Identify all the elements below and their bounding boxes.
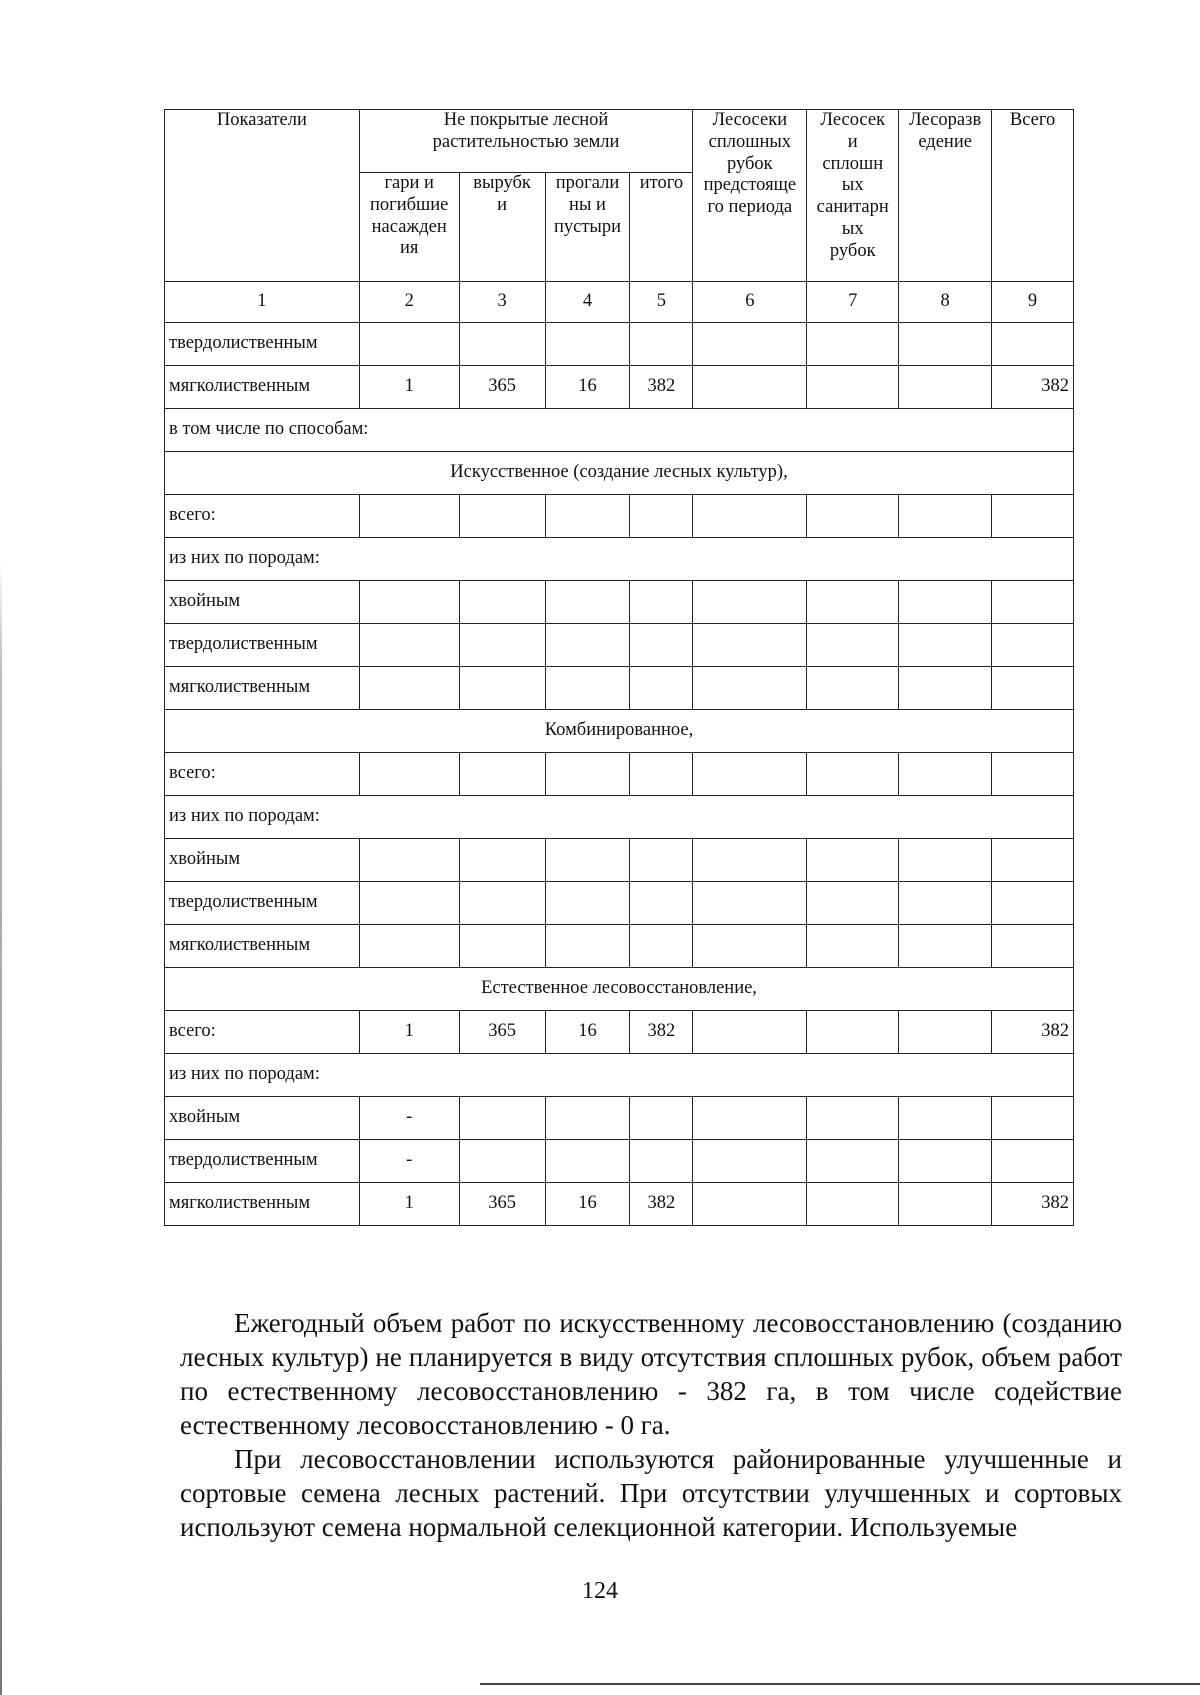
row-label: мягколиственным [165, 667, 360, 710]
table-body [165, 323, 1074, 1226]
table-cell [899, 624, 992, 667]
table-cell [807, 882, 899, 925]
row-label: всего: [165, 1011, 360, 1054]
table-cell: 365 [459, 1011, 545, 1054]
table-row [165, 1140, 1074, 1183]
table-cell [630, 925, 693, 968]
table-cell [630, 839, 693, 882]
table-cell [359, 839, 459, 882]
table-cell [807, 1011, 899, 1054]
row-label: мягколиственным [165, 1183, 360, 1226]
row-label: хвойным [165, 581, 360, 624]
section-subheading: из них по породам: [165, 796, 1074, 839]
row-label: хвойным [165, 839, 360, 882]
table-cell [630, 323, 693, 366]
table-cell [992, 581, 1074, 624]
section-heading: Комбинированное, [165, 710, 1074, 753]
table-row [165, 925, 1074, 968]
table-cell [459, 624, 545, 667]
table-cell [992, 323, 1074, 366]
table-cell [545, 495, 630, 538]
table-cell [630, 1140, 693, 1183]
header-plantation: Лесоразв едение [899, 110, 992, 282]
table-cell [459, 839, 545, 882]
table-cell: 382 [992, 366, 1074, 409]
table-cell [807, 667, 899, 710]
row-label: хвойным [165, 1097, 360, 1140]
section-subheading-row [165, 796, 1074, 839]
table-cell [807, 366, 899, 409]
header-glades: прогали ны и пустыри [545, 173, 630, 282]
table-cell [807, 1183, 899, 1226]
header-not-covered-group: Не покрытые лесной растительностью земли [359, 110, 693, 173]
column-number: 4 [545, 282, 630, 323]
scan-left-edge [0, 560, 2, 1695]
table-cell [992, 753, 1074, 796]
section-heading: Естественное лесовосстановление, [165, 968, 1074, 1011]
section-heading-row [165, 452, 1074, 495]
table-cell [459, 925, 545, 968]
header-row-1 [165, 110, 1074, 173]
section-subheading: из них по породам: [165, 538, 1074, 581]
table-cell [359, 581, 459, 624]
row-label: твердолиственным [165, 1140, 360, 1183]
table-cell [630, 667, 693, 710]
page-number: 124 [582, 1578, 618, 1604]
table-row [165, 1183, 1074, 1226]
table-cell [899, 1097, 992, 1140]
table-cell [899, 882, 992, 925]
table-cell [992, 1140, 1074, 1183]
header-indicators: Показатели [165, 110, 360, 282]
header-cutting-areas-upcoming: Лесосеки сплошных рубок предстояще го периода [693, 110, 807, 282]
column-number: 8 [899, 282, 992, 323]
table-cell [359, 495, 459, 538]
table-cell [693, 495, 807, 538]
paragraph-text: Ежегодный объем работ по искусственному лесовосстановлению (созданию лесных культур) не планируется в виду отсутствия сплошных рубок, объем работ по естественному лесовосстановлению - 382 га, в том числе содействие естественному лесовосстановлению - 0 га. [180, 1308, 1122, 1440]
reforestation-table [164, 109, 1074, 1226]
column-number: 2 [359, 282, 459, 323]
table-row [165, 323, 1074, 366]
table-cell [359, 882, 459, 925]
table-row [165, 581, 1074, 624]
table-cell [693, 1011, 807, 1054]
column-number: 1 [165, 282, 360, 323]
table-cell [693, 366, 807, 409]
table-cell [693, 839, 807, 882]
table-row [165, 1011, 1074, 1054]
header-total-sub: итого [630, 173, 693, 282]
table-cell: 1 [359, 1011, 459, 1054]
table-cell [899, 753, 992, 796]
column-number: 6 [693, 282, 807, 323]
table-cell [899, 323, 992, 366]
table-row [165, 366, 1074, 409]
table-row [165, 624, 1074, 667]
table-cell [545, 624, 630, 667]
table-cell [459, 581, 545, 624]
table-cell: 1 [359, 1183, 459, 1226]
table-cell [359, 624, 459, 667]
header-burns: гари и погибшие насажден ия [359, 173, 459, 282]
table-cell [459, 753, 545, 796]
table-cell [899, 495, 992, 538]
table-cell [899, 839, 992, 882]
table-cell: 365 [459, 366, 545, 409]
table-cell: 382 [630, 1011, 693, 1054]
paragraph-annual-volume [180, 1306, 1122, 1442]
table-cell: 382 [992, 1183, 1074, 1226]
table-cell [545, 1140, 630, 1183]
row-label: всего: [165, 753, 360, 796]
table-cell [992, 624, 1074, 667]
column-number: 9 [992, 282, 1074, 323]
table-cell [992, 495, 1074, 538]
table-cell [807, 1097, 899, 1140]
section-subheading-row [165, 538, 1074, 581]
table-cell [899, 366, 992, 409]
table-cell [459, 323, 545, 366]
table-row [165, 839, 1074, 882]
table-cell [359, 667, 459, 710]
table-cell [807, 624, 899, 667]
table-row [165, 495, 1074, 538]
table-cell [359, 925, 459, 968]
table-cell: 16 [545, 1011, 630, 1054]
table-cell [693, 753, 807, 796]
table-cell [807, 839, 899, 882]
table-cell [545, 925, 630, 968]
table-cell [693, 882, 807, 925]
header-total: Всего [992, 110, 1074, 282]
table-cell [899, 1140, 992, 1183]
table-cell [459, 1140, 545, 1183]
header-cutting-areas-sanitary: Лесосек и сплошн ых санитарн ых рубок [807, 110, 899, 282]
table-cell [545, 581, 630, 624]
section-subheading-row [165, 409, 1074, 452]
table-cell [459, 495, 545, 538]
table-cell [992, 1097, 1074, 1140]
table-row [165, 667, 1074, 710]
table-cell [899, 1183, 992, 1226]
table-row [165, 882, 1074, 925]
table-cell [807, 581, 899, 624]
column-number: 3 [459, 282, 545, 323]
table-cell [992, 839, 1074, 882]
table-cell [359, 753, 459, 796]
section-subheading: из них по породам: [165, 1054, 1074, 1097]
table-cell [899, 1011, 992, 1054]
table-cell: 16 [545, 1183, 630, 1226]
section-heading-row [165, 968, 1074, 1011]
table-cell [359, 323, 459, 366]
table-cell [630, 882, 693, 925]
table-cell: 382 [630, 366, 693, 409]
section-heading-row [165, 710, 1074, 753]
table-cell [693, 1097, 807, 1140]
table-cell [693, 1183, 807, 1226]
table-cell [693, 323, 807, 366]
table-cell [630, 753, 693, 796]
table-cell [899, 925, 992, 968]
row-label: мягколиственным [165, 925, 360, 968]
table-cell: 365 [459, 1183, 545, 1226]
table-cell: 382 [630, 1183, 693, 1226]
table-cell [693, 581, 807, 624]
table-cell [807, 323, 899, 366]
table-cell: 382 [992, 1011, 1074, 1054]
table-cell [459, 667, 545, 710]
row-label: твердолиственным [165, 323, 360, 366]
table-row [165, 753, 1074, 796]
table-cell: - [359, 1097, 459, 1140]
table-cell [693, 1140, 807, 1183]
table-cell [459, 1097, 545, 1140]
row-label: твердолиственным [165, 882, 360, 925]
table-cell [545, 1097, 630, 1140]
row-label: всего: [165, 495, 360, 538]
paragraph-seeds [180, 1442, 1122, 1544]
row-label: мягколиственным [165, 366, 360, 409]
table-cell [899, 667, 992, 710]
column-number: 7 [807, 282, 899, 323]
table-cell [545, 753, 630, 796]
table-cell [992, 882, 1074, 925]
table-cell [807, 753, 899, 796]
paragraph-text: При лесовосстановлении используются районированные улучшенные и сортовые семена лесных растений. При отсутствии улучшенных и сортовых используют семена нормальной селекционной категории. Используемые [180, 1444, 1122, 1542]
section-heading: Искусственное (создание лесных культур), [165, 452, 1074, 495]
table-cell [693, 925, 807, 968]
table-cell [630, 1097, 693, 1140]
row-label: твердолиственным [165, 624, 360, 667]
table-cell: 1 [359, 366, 459, 409]
table-cell [545, 882, 630, 925]
table-cell [545, 667, 630, 710]
table-cell [545, 839, 630, 882]
table-cell [693, 624, 807, 667]
table-cell: - [359, 1140, 459, 1183]
table-cell [630, 495, 693, 538]
table-cell: 16 [545, 366, 630, 409]
column-numbers-row [165, 282, 1074, 323]
table-cell [899, 581, 992, 624]
table-cell [693, 667, 807, 710]
table-cell [807, 495, 899, 538]
table-cell [992, 667, 1074, 710]
table-cell [807, 1140, 899, 1183]
table-cell [992, 925, 1074, 968]
table-cell [459, 882, 545, 925]
header-clearings: вырубк и [459, 173, 545, 282]
column-number: 5 [630, 282, 693, 323]
table-cell [545, 323, 630, 366]
table-cell [630, 624, 693, 667]
section-subheading-row [165, 1054, 1074, 1097]
table-cell [630, 581, 693, 624]
table-row [165, 1097, 1074, 1140]
section-subheading: в том числе по способам: [165, 409, 1074, 452]
scan-bottom-rule [480, 1683, 1200, 1685]
table-cell [807, 925, 899, 968]
